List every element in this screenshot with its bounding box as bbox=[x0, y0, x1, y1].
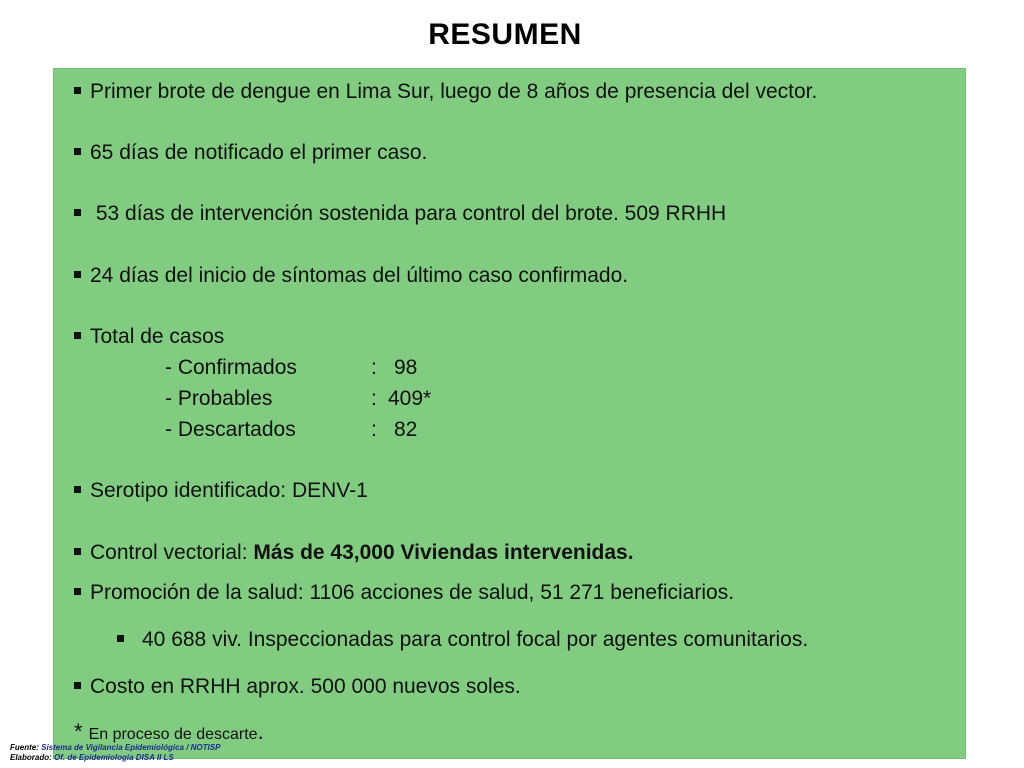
bullet-item bbox=[74, 79, 817, 105]
casos-value: 98 bbox=[394, 356, 418, 379]
bullet-text: Control vectorial: bbox=[90, 541, 254, 564]
summary-panel bbox=[53, 68, 966, 759]
source-label: Fuente: bbox=[10, 743, 39, 752]
square-bullet-icon bbox=[74, 148, 81, 155]
square-bullet-icon bbox=[74, 332, 81, 339]
bullet-item bbox=[74, 580, 734, 606]
bullet-text: 24 días del inicio de síntomas del último caso confirmado. bbox=[90, 264, 629, 287]
casos-separator: : bbox=[371, 418, 377, 441]
footnote-text: En proceso de descarte bbox=[88, 726, 258, 743]
bullet-text-bold: Más de 43,000 Viviendas intervenidas. bbox=[253, 541, 634, 564]
source-line bbox=[10, 743, 220, 753]
bullet-text: 65 días de notificado el primer caso. bbox=[90, 141, 428, 164]
sub-bullet-item bbox=[117, 627, 808, 653]
bullet-item-total-casos bbox=[74, 324, 224, 350]
bullet-item bbox=[74, 201, 726, 227]
footnote-period: . bbox=[257, 719, 264, 744]
casos-value: 82 bbox=[394, 418, 418, 441]
casos-label: - Confirmados bbox=[165, 356, 297, 379]
square-bullet-icon bbox=[117, 635, 124, 642]
square-bullet-icon bbox=[74, 209, 81, 216]
casos-row-probables bbox=[54, 386, 654, 412]
source-value: Sistema de Vigilancia Epidemiológica / NOTISP bbox=[41, 743, 221, 752]
casos-separator: : bbox=[371, 387, 377, 410]
bullet-text: Costo en RRHH aprox. 500 000 nuevos soles. bbox=[90, 675, 521, 698]
bullet-text: 40 688 viv. Inspeccionadas para control focal por agentes comunitarios. bbox=[142, 628, 809, 651]
square-bullet-icon bbox=[74, 588, 81, 595]
casos-label: - Descartados bbox=[165, 418, 296, 441]
square-bullet-icon bbox=[74, 486, 81, 493]
square-bullet-icon bbox=[74, 271, 81, 278]
slide-title: RESUMEN bbox=[428, 18, 582, 51]
bullet-item-control-vectorial bbox=[74, 540, 634, 566]
casos-row-confirmados bbox=[54, 355, 654, 381]
bullet-item bbox=[74, 478, 368, 504]
elaborated-value: Of. de Epidemiología DISA II LS bbox=[54, 753, 174, 762]
casos-separator: : bbox=[371, 356, 377, 379]
square-bullet-icon bbox=[74, 87, 81, 94]
footnote bbox=[74, 719, 264, 745]
bullet-text: Total de casos bbox=[90, 325, 225, 348]
square-bullet-icon bbox=[74, 548, 81, 555]
bullet-text: Serotipo identificado: DENV-1 bbox=[90, 479, 368, 502]
casos-row-descartados bbox=[54, 417, 654, 443]
elaborated-label: Elaborado: bbox=[10, 753, 52, 762]
casos-label: - Probables bbox=[165, 387, 273, 410]
bullet-item bbox=[74, 263, 628, 289]
casos-value: 409* bbox=[388, 387, 432, 410]
footnote-star: * bbox=[74, 719, 83, 744]
bullet-item bbox=[74, 674, 521, 700]
elaborated-line bbox=[10, 753, 174, 763]
bullet-item bbox=[74, 140, 427, 166]
bullet-text: Promoción de la salud: 1106 acciones de salud, 51 271 beneficiarios. bbox=[90, 581, 735, 604]
square-bullet-icon bbox=[74, 682, 81, 689]
bullet-text: Primer brote de dengue en Lima Sur, luego de 8 años de presencia del vector. bbox=[90, 80, 818, 103]
bullet-text: 53 días de intervención sostenida para control del brote. 509 RRHH bbox=[90, 202, 727, 225]
